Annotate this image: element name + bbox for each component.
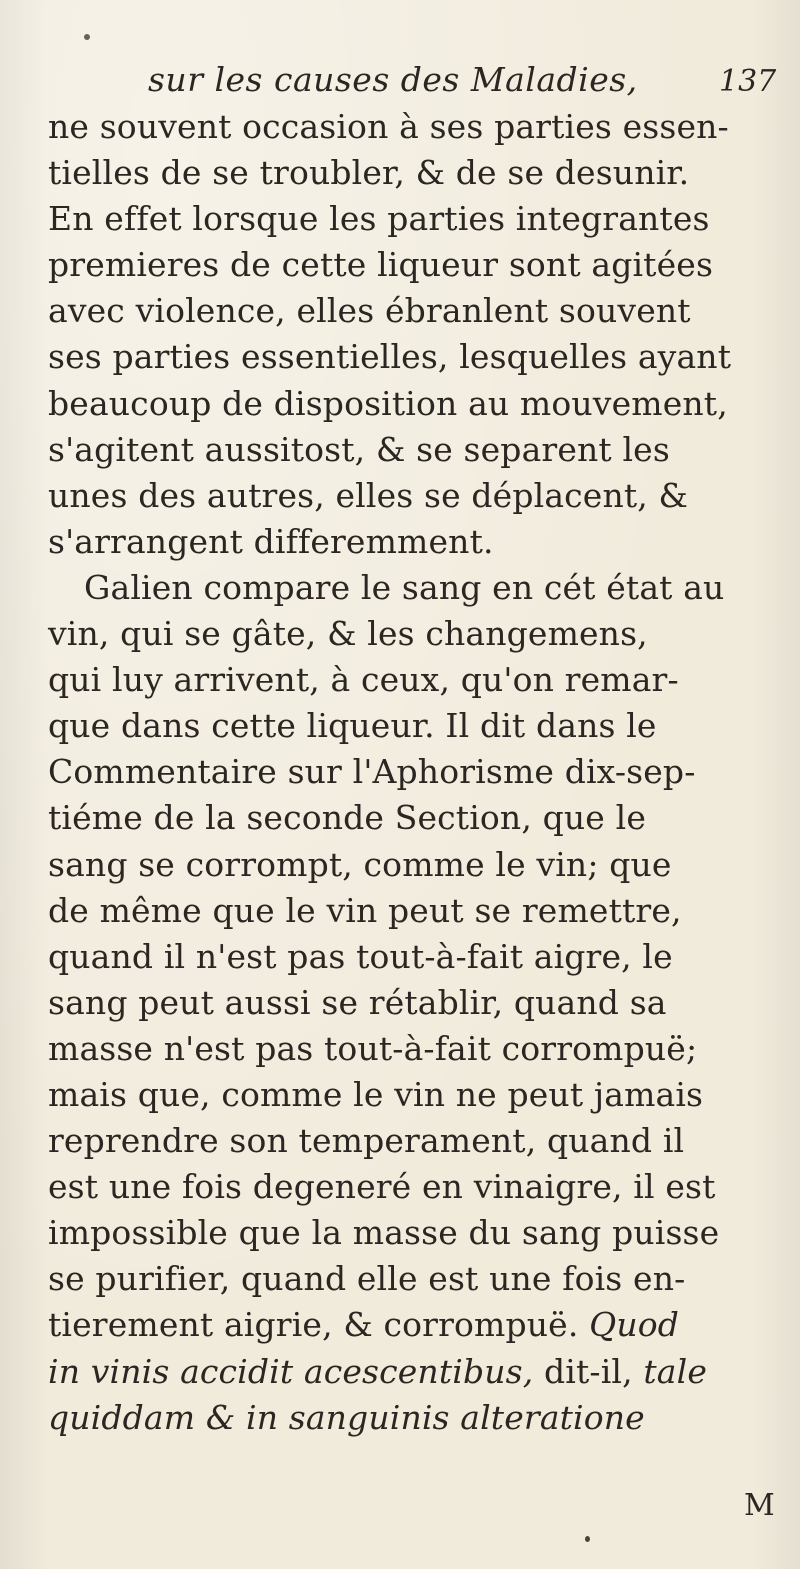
text-line: vin, qui se gâte, & les changemens, [48,614,648,654]
latin-quote-start: Quod [589,1305,680,1345]
latin-quote: quiddam & in sanguinis alteratione [48,1397,645,1437]
text-line: unes des autres, elles se déplacent, & [48,475,689,515]
text-line: sang peut aussi se rétablir, quand sa [48,982,667,1022]
paragraph-start-line: Galien compare le sang en cét état au [84,567,725,607]
text-line: s'agitent aussitost, & se separent les [48,429,670,469]
ink-speck [84,34,90,40]
text-line: sang se corrompt, comme le vin; que [48,844,672,884]
text-line: s'arrangent differemment. [48,521,494,561]
catchword: M [744,1488,775,1523]
text-line: avec violence, elles ébranlent souvent [48,291,691,331]
text-line: est une fois degeneré en vinaigre, il est [48,1167,716,1207]
text-line: se purifier, quand elle est une fois en- [48,1259,686,1299]
running-head [0,58,800,108]
text-line: reprendre son temperament, quand il [48,1121,685,1161]
text-line: tiéme de la seconde Section, que le [48,798,646,838]
text-line: quand il n'est pas tout-à-fait aigre, le [48,936,673,976]
text-line [48,1349,788,1395]
body-text [48,104,788,1441]
text-line: Commentaire sur l'Aphorisme dix-sep- [48,752,696,792]
text-line: de même que le vin peut se remettre, [48,890,682,930]
text-line: mais que, comme le vin ne peut jamais [48,1074,704,1114]
latin-quote: tale [643,1351,708,1391]
text-line [48,1395,788,1441]
text-line: ne souvent occasion à ses parties essen- [48,107,729,146]
latin-quote: in vinis accidit acescentibus, [48,1351,534,1391]
text-line: impossible que la masse du sang puisse [48,1213,720,1253]
running-title: sur les causes des Maladies, [148,60,638,99]
ink-speck [585,1536,590,1542]
text-line [48,1302,788,1348]
attribution-text: dit-il, [544,1351,633,1391]
text-line: que dans cette liqueur. Il dit dans le [48,706,657,746]
text-line: masse n'est pas tout-à-fait corrompuë; [48,1028,698,1068]
text-line: tielles de se troubler, & de se desunir. [48,153,690,193]
text-line: ses parties essentielles, lesquelles ayant [48,337,732,377]
page-number: 137 [719,64,777,99]
text-line: En effet lorsque les parties integrantes [48,199,710,239]
text-line: beaucoup de disposition au mouvement, [48,383,728,423]
text-line: qui luy arrivent, à ceux, qu'on remar- [48,660,679,700]
text-line: premieres de cette liqueur sont agitées [48,245,714,285]
text-line-roman: tierement aigrie, & corrompuë. [48,1305,579,1345]
